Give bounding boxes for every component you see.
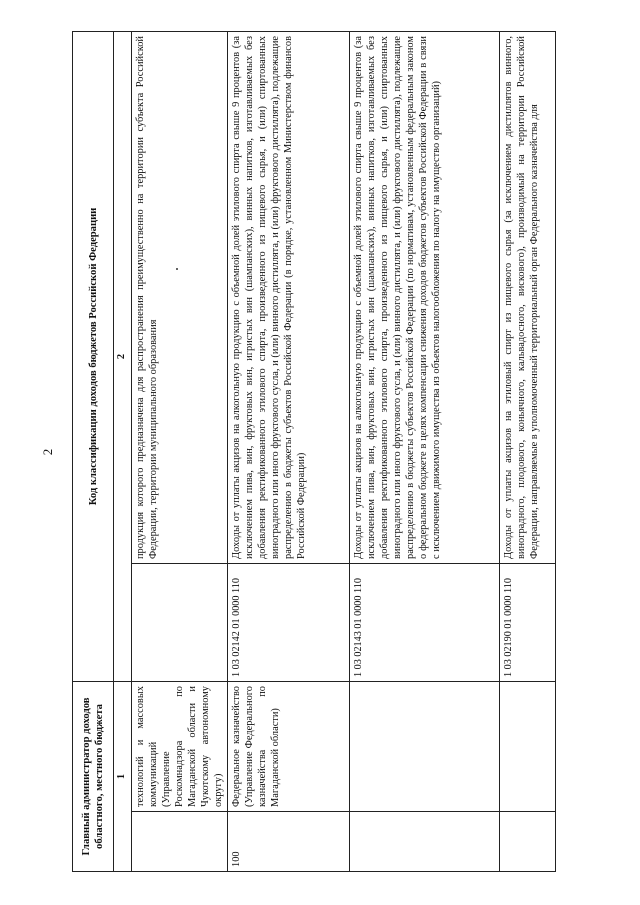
row-description: Доходы от уплаты акцизов на алкогольную продукцию с объемной долей этилового спирта свыше 9 процентов (за исключением пива, вин, фруктовых вин, игристых вин (шампанских), винных напитков, изготавливаемых без добавления ректификованного этилового спирта, произведенного из пищевого сырья, и (или) спиртованных виноградного или иного фруктового сусла, и (или) винного дистиллята, и (или) фруктового дистиллята), подлежащие распределению в бюджеты субъектов Российской Федерации (в порядке, установленном Министерством финансов Российской Федерации) bbox=[228, 32, 350, 564]
row-admin-number bbox=[132, 812, 228, 872]
page-number: 2 bbox=[40, 448, 55, 456]
revenue-classification-table bbox=[72, 31, 556, 872]
row-admin-number bbox=[500, 812, 556, 872]
table-row bbox=[228, 32, 350, 872]
row-admin-number: 100 bbox=[228, 812, 350, 872]
row-admin-number bbox=[350, 812, 500, 872]
row-description: продукция которого предназначена для распространения преимущественно на территории субъекта Российской Федерации, территории муниципального образования bbox=[132, 32, 228, 564]
header-admin-column: Главный администратор доходов областного, местного бюджета bbox=[73, 682, 114, 872]
header-code-column: Код классификации доходов бюджетов Российской Федерации bbox=[73, 32, 114, 682]
row-code: 1 03 02190 01 0000 110 bbox=[500, 564, 556, 682]
row-description: Доходы от уплаты акцизов на этиловый спирт из пищевого сырья (за исключением дистиллятов винного, виноградного, плодового, коньячного, кальвадосного, вискового), производимый на территории Российской Федерации, направляемые в уполномоченный территориальный орган Федерального казначейства для bbox=[500, 32, 556, 564]
row-admin-name: Федеральное казначейство (Управление Федерального казначейства по Магаданской области) bbox=[228, 682, 350, 812]
table-row bbox=[500, 32, 556, 872]
table-row bbox=[350, 32, 500, 872]
row-description: Доходы от уплаты акцизов на алкогольную продукцию с объемной долей этилового спирта свыше 9 процентов (за исключением пива, вин, фруктовых вин, игристых вин (шампанских), винных напитков, изготавливаемых без добавления ректификованного этилового спирта, произведенного из пищевого сырья, и (или) спиртованных виноградного или иного фруктового сусла, и (или) винного дистиллята, и (или) фруктового дистиллята), подлежащие распределению в бюджеты субъектов Российской Федерации (по нормативам, установленным федеральным законом о федеральном бюджете в целях компенсации снижения доходов бюджетов субъектов Российской Федерации в связи с исключением движимого имущества из объектов налогообложения по налогу на имущество организаций) bbox=[350, 32, 500, 564]
row-admin-name: технологий и массовых коммуникаций (Управление Роскомнадзора по Магаданской области и Чукотскому автономному округу) bbox=[132, 682, 228, 812]
row-admin-name bbox=[500, 682, 556, 812]
table-header-row bbox=[73, 32, 114, 872]
row-code: 1 03 02142 01 0000 110 bbox=[228, 564, 350, 682]
index-admin-column: 1 bbox=[114, 682, 132, 872]
row-code: 1 03 02143 01 0000 110 bbox=[350, 564, 500, 682]
rotated-table-sheet bbox=[72, 32, 638, 872]
index-code-column: 2 bbox=[114, 32, 132, 682]
column-index-row bbox=[114, 32, 132, 872]
table-row bbox=[132, 32, 228, 872]
row-admin-name bbox=[350, 682, 500, 812]
row-code bbox=[132, 564, 228, 682]
